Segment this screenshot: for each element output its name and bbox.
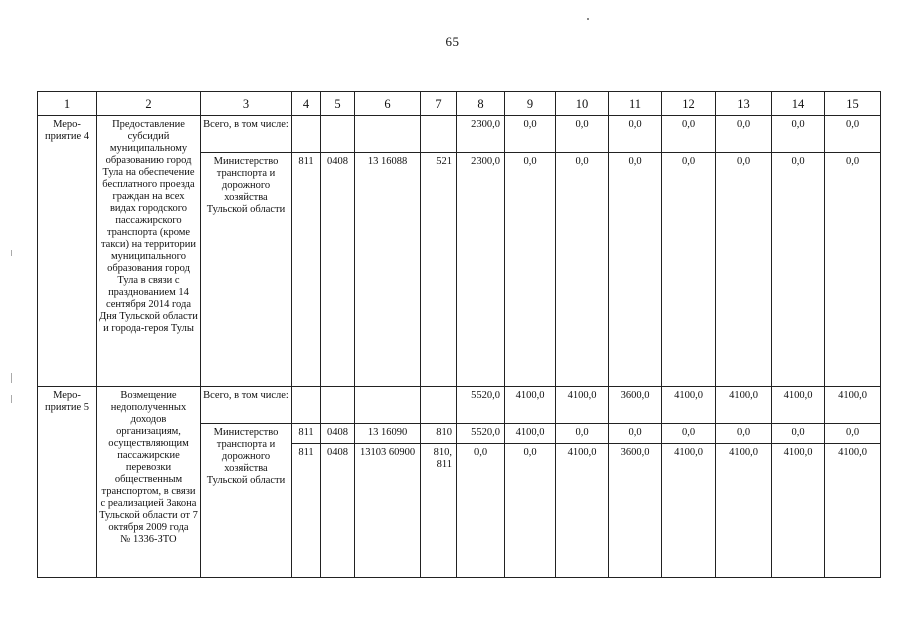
amount-cell: 0,0 bbox=[716, 424, 772, 444]
amount-cell: 2300,0 bbox=[457, 153, 505, 387]
header-cell: 13 bbox=[716, 92, 772, 116]
header-cell: 8 bbox=[457, 92, 505, 116]
scan-margin-mark bbox=[11, 250, 12, 256]
amount-cell: 4100,0 bbox=[505, 387, 556, 424]
amount-cell: 0,0 bbox=[556, 153, 609, 387]
header-cell: 9 bbox=[505, 92, 556, 116]
header-cell: 10 bbox=[556, 92, 609, 116]
amount-cell: 0,0 bbox=[505, 444, 556, 578]
header-cell: 7 bbox=[421, 92, 457, 116]
amount-cell: 0,0 bbox=[609, 424, 662, 444]
kbk-gr-cell bbox=[292, 387, 321, 424]
amount-cell: 4100,0 bbox=[662, 444, 716, 578]
amount-cell: 0,0 bbox=[609, 153, 662, 387]
header-row bbox=[38, 92, 881, 116]
kbk-type-cell: 810, 811 bbox=[421, 444, 457, 578]
amount-cell: 4100,0 bbox=[716, 387, 772, 424]
kbk-type-cell: 810 bbox=[421, 424, 457, 444]
scan-margin-mark bbox=[11, 395, 12, 403]
header-cell: 6 bbox=[355, 92, 421, 116]
measure-name-cell: Меро- приятие 4 bbox=[38, 116, 97, 387]
header-cell: 15 bbox=[825, 92, 881, 116]
amount-cell: 0,0 bbox=[716, 116, 772, 153]
amount-cell: 0,0 bbox=[556, 424, 609, 444]
scan-margin-mark bbox=[11, 373, 12, 383]
kbk-target-cell bbox=[355, 387, 421, 424]
amount-cell: 5520,0 bbox=[457, 387, 505, 424]
kbk-target-cell bbox=[355, 116, 421, 153]
amount-cell: 5520,0 bbox=[457, 424, 505, 444]
measure5-total-row bbox=[38, 387, 881, 424]
kbk-section-cell bbox=[321, 116, 355, 153]
header-cell: 12 bbox=[662, 92, 716, 116]
amount-cell: 4100,0 bbox=[556, 387, 609, 424]
amount-cell: 4100,0 bbox=[772, 387, 825, 424]
amount-cell: 3600,0 bbox=[609, 387, 662, 424]
kbk-section-cell bbox=[321, 387, 355, 424]
amount-cell: 0,0 bbox=[825, 424, 881, 444]
measure-name-cell: Меро- приятие 5 bbox=[38, 387, 97, 578]
header-cell: 2 bbox=[97, 92, 201, 116]
amount-cell: 0,0 bbox=[825, 116, 881, 153]
kbk-gr-cell bbox=[292, 116, 321, 153]
header-cell: 3 bbox=[201, 92, 292, 116]
kbk-section-cell: 0408 bbox=[321, 153, 355, 387]
measure-description-cell: Предоставление субсидий муниципальному образованию город Тула на обеспечение бесплатного проезда граждан на всех видах городского пассажирского транспорта (кроме такси) на территории муниципального образования город Тула в связи с празднованием 14 сентября 2014 года Дня Тульской области и города-героя Тулы bbox=[97, 116, 201, 387]
ministry-cell: Министерство транспорта и дорожного хозяйства Тульской области bbox=[201, 424, 292, 578]
kbk-target-cell: 13 16088 bbox=[355, 153, 421, 387]
amount-cell: 0,0 bbox=[609, 116, 662, 153]
amount-cell: 4100,0 bbox=[662, 387, 716, 424]
amount-cell: 0,0 bbox=[772, 424, 825, 444]
budget-table bbox=[37, 91, 881, 578]
amount-cell: 0,0 bbox=[772, 116, 825, 153]
amount-cell: 4100,0 bbox=[505, 424, 556, 444]
kbk-gr-cell: 811 bbox=[292, 444, 321, 578]
header-cell: 14 bbox=[772, 92, 825, 116]
header-cell: 4 bbox=[292, 92, 321, 116]
amount-cell: 0,0 bbox=[716, 153, 772, 387]
amount-cell: 0,0 bbox=[772, 153, 825, 387]
kbk-target-cell: 13 16090 bbox=[355, 424, 421, 444]
amount-cell: 4100,0 bbox=[716, 444, 772, 578]
amount-cell: 0,0 bbox=[505, 116, 556, 153]
amount-cell: 0,0 bbox=[457, 444, 505, 578]
amount-cell: 4100,0 bbox=[825, 444, 881, 578]
kbk-section-cell: 0408 bbox=[321, 424, 355, 444]
total-label-cell: Всего, в том числе: bbox=[201, 387, 292, 424]
kbk-type-cell bbox=[421, 116, 457, 153]
header-cell: 1 bbox=[38, 92, 97, 116]
amount-cell: 0,0 bbox=[505, 153, 556, 387]
amount-cell: 0,0 bbox=[556, 116, 609, 153]
kbk-gr-cell: 811 bbox=[292, 424, 321, 444]
amount-cell: 4100,0 bbox=[556, 444, 609, 578]
kbk-section-cell: 0408 bbox=[321, 444, 355, 578]
amount-cell: 0,0 bbox=[662, 116, 716, 153]
amount-cell: 0,0 bbox=[662, 153, 716, 387]
kbk-type-cell bbox=[421, 387, 457, 424]
header-cell: 11 bbox=[609, 92, 662, 116]
amount-cell: 0,0 bbox=[662, 424, 716, 444]
amount-cell: 0,0 bbox=[825, 153, 881, 387]
measure-description-cell: Возмещение недополученных доходов организациям, осуществляющим пассажирские перевозки общественным транспортом, в связи с реализацией Закона Тульской области от 7 октября 2009 года № 1336-ЗТО bbox=[97, 387, 201, 578]
ministry-cell: Министерство транспорта и дорожного хозяйства Тульской области bbox=[201, 153, 292, 387]
amount-cell: 2300,0 bbox=[457, 116, 505, 153]
page-number: 65 bbox=[445, 34, 460, 49]
header-cell: 5 bbox=[321, 92, 355, 116]
kbk-gr-cell: 811 bbox=[292, 153, 321, 387]
kbk-target-cell: 13103 60900 bbox=[355, 444, 421, 578]
measure4-total-row bbox=[38, 116, 881, 153]
amount-cell: 4100,0 bbox=[825, 387, 881, 424]
amount-cell: 3600,0 bbox=[609, 444, 662, 578]
total-label-cell: Всего, в том числе: bbox=[201, 116, 292, 153]
scan-speck bbox=[587, 18, 589, 20]
kbk-type-cell: 521 bbox=[421, 153, 457, 387]
amount-cell: 4100,0 bbox=[772, 444, 825, 578]
